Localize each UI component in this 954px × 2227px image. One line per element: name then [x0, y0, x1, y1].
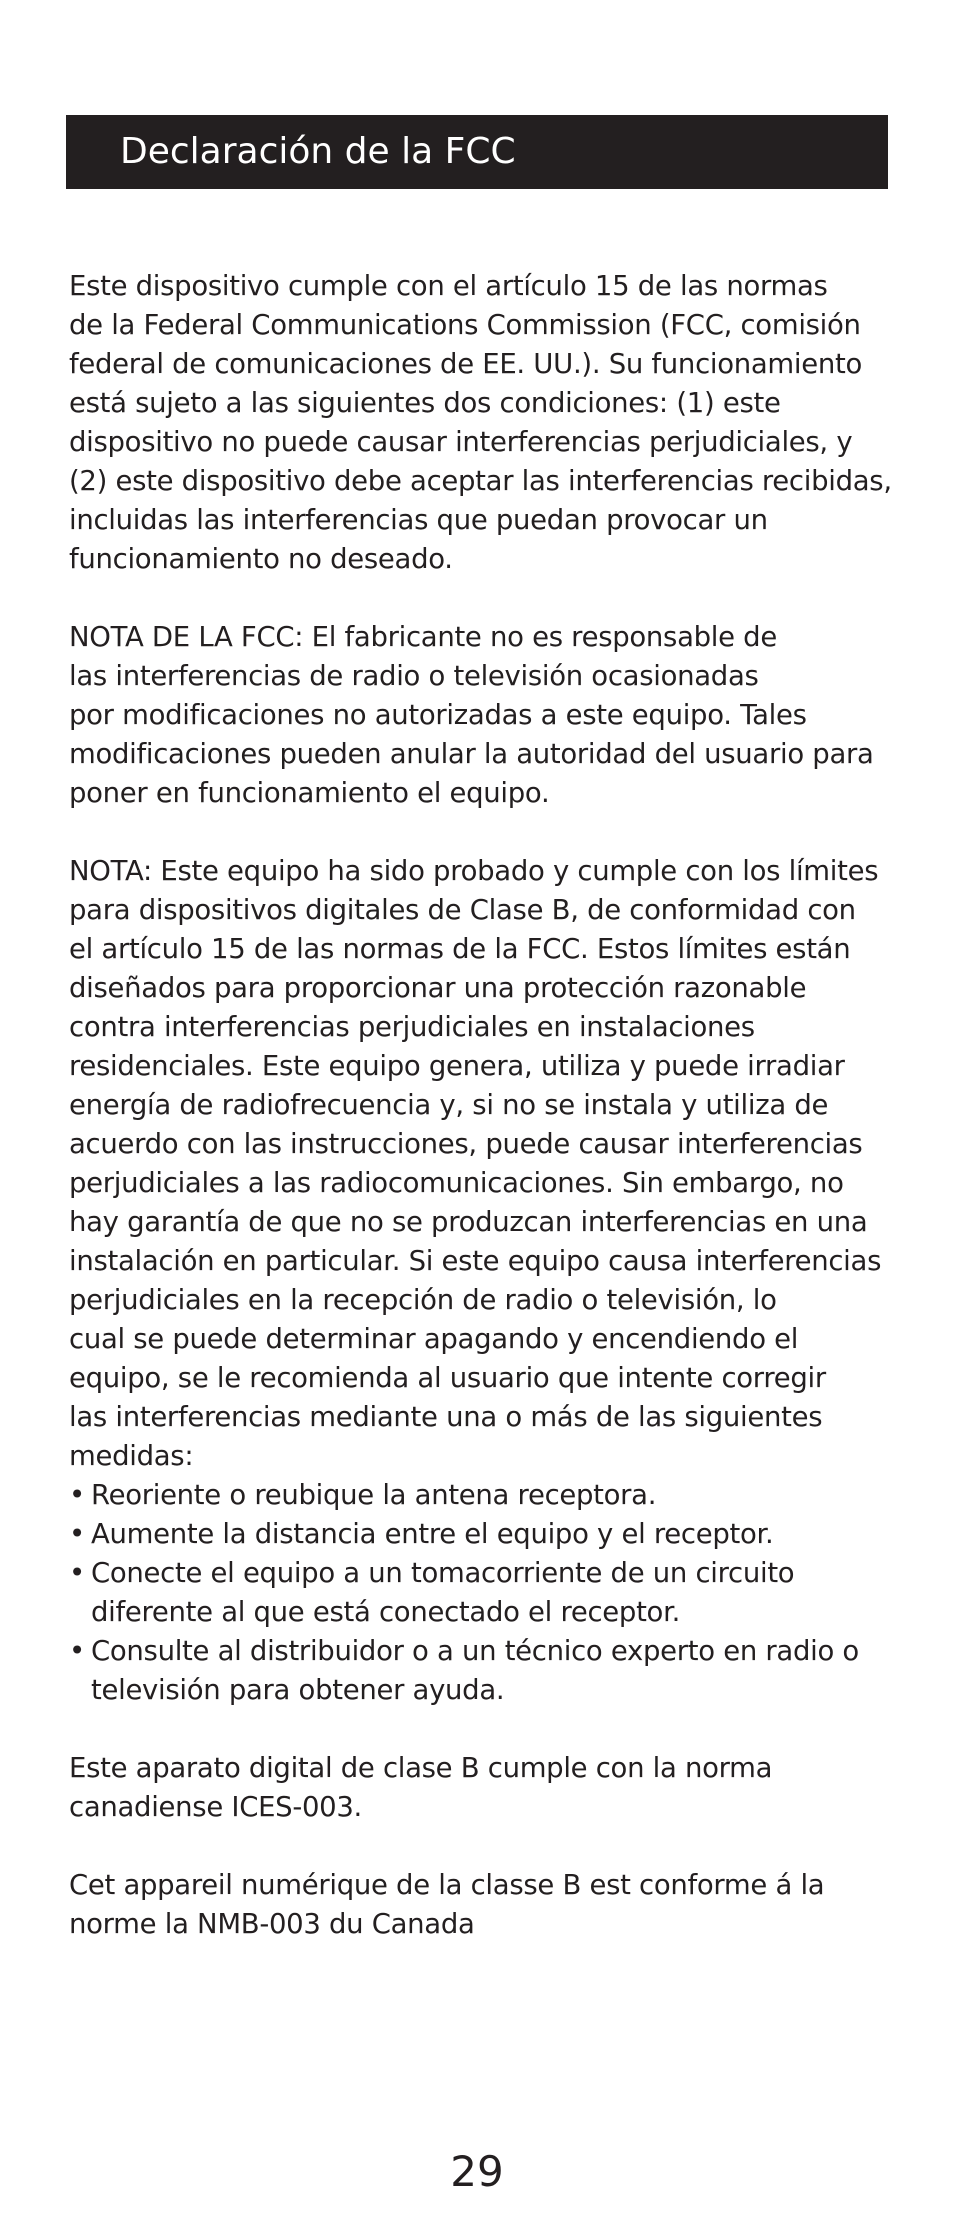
text-line: Conecte el equipo a un tomacorriente de un circuito [91, 1557, 795, 1589]
page-number: 29 [450, 2147, 504, 2196]
text-line: (2) este dispositivo debe aceptar las interferencias recibidas, [69, 465, 892, 497]
text-line: el artículo 15 de las normas de la FCC. Estos límites están [69, 933, 851, 965]
document-body [69, 267, 909, 1983]
fcc-compliance-paragraph [69, 267, 909, 579]
ices-003-paragraph [69, 1749, 909, 1827]
remedy-measures-list [69, 1476, 909, 1710]
text-line: modificaciones pueden anular la autoridad del usuario para [69, 738, 874, 770]
fcc-note-paragraph [69, 618, 909, 813]
list-item [69, 1554, 909, 1632]
text-line: para dispositivos digitales de Clase B, de conformidad con [69, 894, 856, 926]
nmb-003-paragraph [69, 1866, 909, 1944]
text-line: Reoriente o reubique la antena receptora. [91, 1479, 657, 1511]
text-line: canadiense ICES-003. [69, 1791, 362, 1823]
text-line: televisión para obtener ayuda. [91, 1674, 505, 1706]
text-line: Aumente la distancia entre el equipo y el receptor. [91, 1518, 774, 1550]
bullet-icon: • [69, 1635, 85, 1667]
section-title: Declaración de la FCC [120, 131, 516, 172]
class-b-note-paragraph [69, 852, 909, 1476]
text-line: las interferencias mediante una o más de las siguientes [69, 1401, 823, 1433]
text-line: por modificaciones no autorizadas a este equipo. Tales [69, 699, 807, 731]
text-line: Consulte al distribuidor o a un técnico experto en radio o [91, 1635, 859, 1667]
text-line: funcionamiento no deseado. [69, 543, 453, 575]
bullet-icon: • [69, 1557, 85, 1589]
list-item [69, 1632, 909, 1710]
text-line: Este dispositivo cumple con el artículo 15 de las normas [69, 270, 828, 302]
bullet-icon: • [69, 1518, 85, 1550]
text-line: diseñados para proporcionar una protección razonable [69, 972, 807, 1004]
bullet-icon: • [69, 1479, 85, 1511]
text-line: poner en funcionamiento el equipo. [69, 777, 550, 809]
text-line: dispositivo no puede causar interferencias perjudiciales, y [69, 426, 853, 458]
list-item [69, 1476, 909, 1515]
text-line: medidas: [69, 1440, 194, 1472]
text-line: perjudiciales a las radiocomunicaciones. Sin embargo, no [69, 1167, 844, 1199]
text-line: diferente al que está conectado el receptor. [91, 1596, 681, 1628]
section-header-bar [66, 115, 888, 189]
text-line: hay garantía de que no se produzcan interferencias en una [69, 1206, 868, 1238]
text-line: Cet appareil numérique de la classe B est conforme á la [69, 1869, 825, 1901]
text-line: NOTA: Este equipo ha sido probado y cumple con los límites [69, 855, 879, 887]
text-line: cual se puede determinar apagando y encendiendo el [69, 1323, 799, 1355]
text-line: de la Federal Communications Commission (FCC, comisión [69, 309, 861, 341]
text-line: contra interferencias perjudiciales en instalaciones [69, 1011, 755, 1043]
text-line: energía de radiofrecuencia y, si no se instala y utiliza de [69, 1089, 829, 1121]
text-line: acuerdo con las instrucciones, puede causar interferencias [69, 1128, 863, 1160]
text-line: incluidas las interferencias que puedan provocar un [69, 504, 768, 536]
text-line: instalación en particular. Si este equipo causa interferencias [69, 1245, 882, 1277]
text-line: NOTA DE LA FCC: El fabricante no es responsable de [69, 621, 777, 653]
text-line: federal de comunicaciones de EE. UU.). Su funcionamiento [69, 348, 863, 380]
text-line: norme la NMB-003 du Canada [69, 1908, 475, 1940]
text-line: las interferencias de radio o televisión ocasionadas [69, 660, 759, 692]
text-line: está sujeto a las siguientes dos condiciones: (1) este [69, 387, 781, 419]
list-item [69, 1515, 909, 1554]
text-line: Este aparato digital de clase B cumple con la norma [69, 1752, 773, 1784]
text-line: perjudiciales en la recepción de radio o televisión, lo [69, 1284, 777, 1316]
text-line: equipo, se le recomienda al usuario que intente corregir [69, 1362, 826, 1394]
text-line: residenciales. Este equipo genera, utiliza y puede irradiar [69, 1050, 845, 1082]
